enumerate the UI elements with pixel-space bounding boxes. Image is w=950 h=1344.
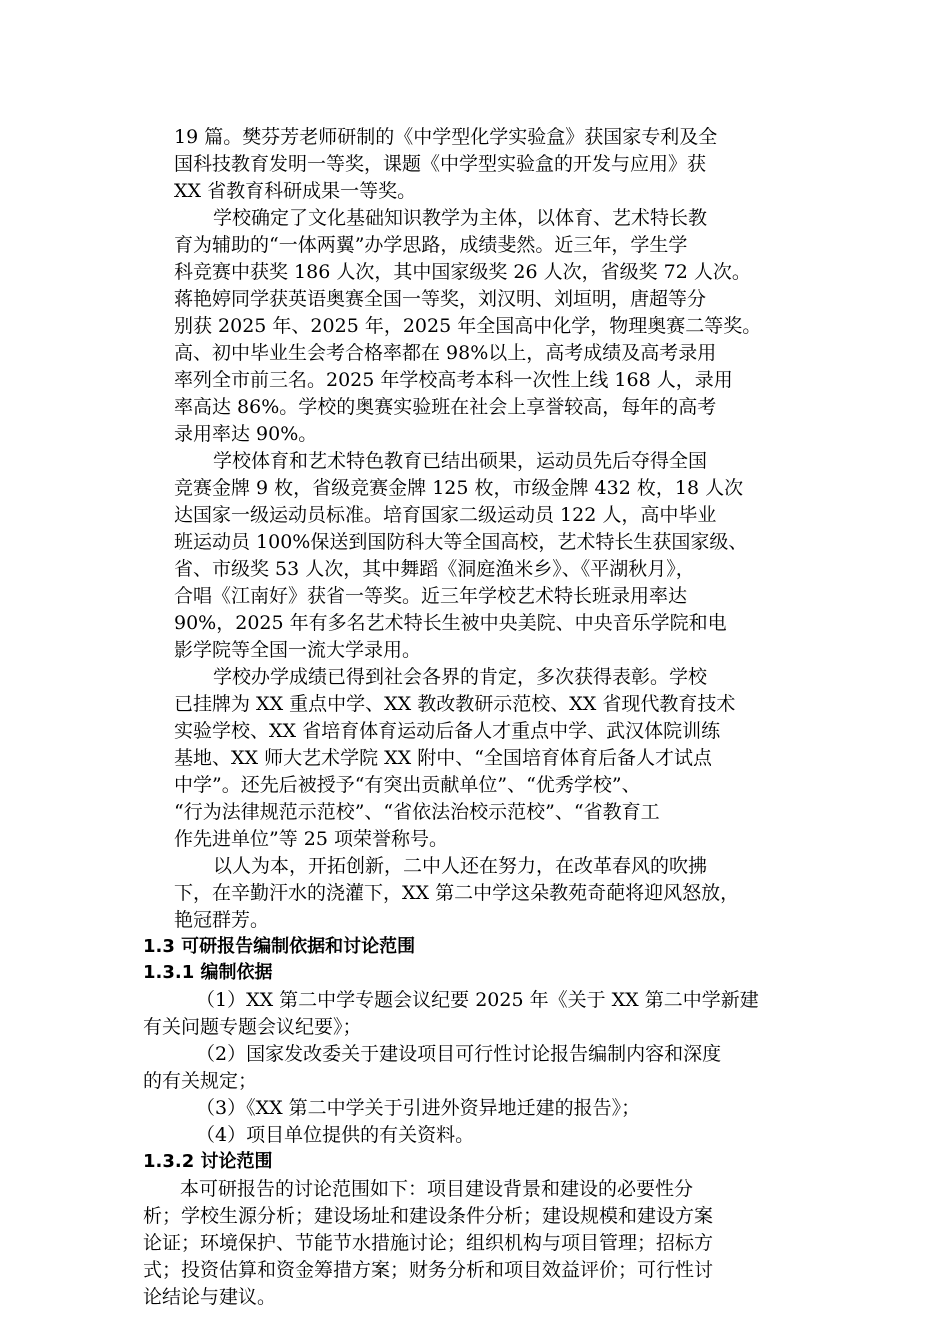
para4-line: 学校办学成绩已得到社会各界的肯定，多次获得表彰。学校 — [213, 666, 708, 688]
para1-line: 19 篇。樊芬芳老师研制的《中学型化学实验盒》获国家专利及全 — [174, 126, 718, 148]
basis-item: 的有关规定； — [143, 1070, 258, 1092]
para3-line: 合唱《江南好》获省一等奖。近三年学校艺术特长班录用率达 — [174, 585, 688, 607]
scope-line: 论结论与建议。 — [143, 1286, 277, 1308]
para3-line: 省、市级奖 53 人次，其中舞蹈《洞庭渔米乡》、《平湖秋月》， — [174, 558, 695, 580]
section-heading: 1.3 可研报告编制依据和讨论范围 — [143, 936, 416, 957]
para4-line: 作先进单位”等 25 项荣誉称号。 — [174, 828, 448, 850]
para2-line: 录用率达 90%。 — [174, 423, 318, 445]
scope-line: 式；投资估算和资金筹措方案；财务分析和项目效益评价；可行性讨 — [143, 1259, 714, 1281]
basis-item: （4）项目单位提供的有关资料。 — [196, 1124, 475, 1146]
basis-item: （3）《XX 第二中学关于引进外资异地迁建的报告》； — [196, 1097, 641, 1119]
para2-line: 学校确定了文化基础知识教学为主体，以体育、艺术特长教 — [213, 207, 708, 229]
para1-line: 国科技教育发明一等奖，课题《中学型实验盒的开发与应用》获 — [174, 153, 707, 175]
para2-line: 别获 2025 年、2025 年，2025 年全国高中化学，物理奥赛二等奖。 — [174, 315, 762, 337]
scope-line: 析；学校生源分析；建设场址和建设条件分析；建设规模和建设方案 — [143, 1205, 714, 1227]
scope-line: 本可研报告的讨论范围如下：项目建设背景和建设的必要性分 — [180, 1178, 694, 1200]
basis-item: （2）国家发改委关于建设项目可行性讨论报告编制内容和深度 — [196, 1043, 722, 1065]
para4-line: 实验学校、XX 省培育体育运动后备人才重点中学、武汉体院训练 — [174, 720, 721, 742]
para5-line: 下，在辛勤汗水的浇灌下，XX 第二中学这朵教苑奇葩将迎风怒放， — [174, 882, 740, 904]
para3-line: 达国家一级运动员标准。培育国家二级运动员 122 人，高中毕业 — [174, 504, 717, 526]
para3-line: 90%，2025 年有多名艺术特长生被中央美院、中央音乐学院和电 — [174, 612, 727, 634]
para2-line: 率列全市前三名。2025 年学校高考本科一次性上线 168 人，录用 — [174, 369, 733, 391]
para1-line: XX 省教育科研成果一等奖。 — [174, 180, 417, 202]
para5-line: 艳冠群芳。 — [174, 909, 270, 931]
para2-line: 育为辅助的“一体两翼”办学思路，成绩斐然。近三年，学生学 — [174, 234, 688, 256]
para4-line: 已挂牌为 XX 重点中学、XX 教改教研示范校、XX 省现代教育技术 — [174, 693, 736, 715]
para4-line: 基地、XX 师大艺术学院 XX 附中、“全国培育体育后备人才试点 — [174, 747, 712, 769]
para2-line: 蒋艳婷同学获英语奥赛全国一等奖，刘汉明、刘垣明，唐超等分 — [174, 288, 707, 310]
para4-line: “行为法律规范示范校”、“省依法治校示范校”、“省教育工 — [174, 801, 660, 823]
para2-line: 率高达 86%。学校的奥赛实验班在社会上享誉较高，每年的高考 — [174, 396, 717, 418]
para4-line: 中学”。还先后被授予“有突出贡献单位”、“优秀学校”、 — [174, 774, 641, 796]
para2-line: 高、初中毕业生会考合格率都在 98%以上，高考成绩及高考录用 — [174, 342, 717, 364]
para3-line: 竞赛金牌 9 枚，省级竞赛金牌 125 枚，市级金牌 432 枚，18 人次 — [174, 477, 744, 499]
para3-line: 班运动员 100%保送到国防科大等全国高校，艺术特长生获国家级、 — [174, 531, 748, 553]
subsection-heading: 1.3.2 讨论范围 — [143, 1151, 273, 1172]
subsection-heading: 1.3.1 编制依据 — [143, 962, 273, 983]
scope-line: 论证；环境保护、节能节水措施讨论；组织机构与项目管理；招标方 — [143, 1232, 714, 1254]
basis-item: 有关问题专题会议纪要》； — [143, 1016, 362, 1038]
basis-item: （1）XX 第二中学专题会议纪要 2025 年《关于 XX 第二中学新建 — [196, 989, 759, 1011]
para2-line: 科竞赛中获奖 186 人次，其中国家级奖 26 人次，省级奖 72 人次。 — [174, 261, 751, 283]
para3-line: 学校体育和艺术特色教育已结出硕果，运动员先后夺得全国 — [213, 450, 708, 472]
para5-line: 以人为本，开拓创新，二中人还在努力，在改革春风的吹拂 — [213, 855, 708, 877]
para3-line: 影学院等全国一流大学录用。 — [174, 639, 422, 661]
